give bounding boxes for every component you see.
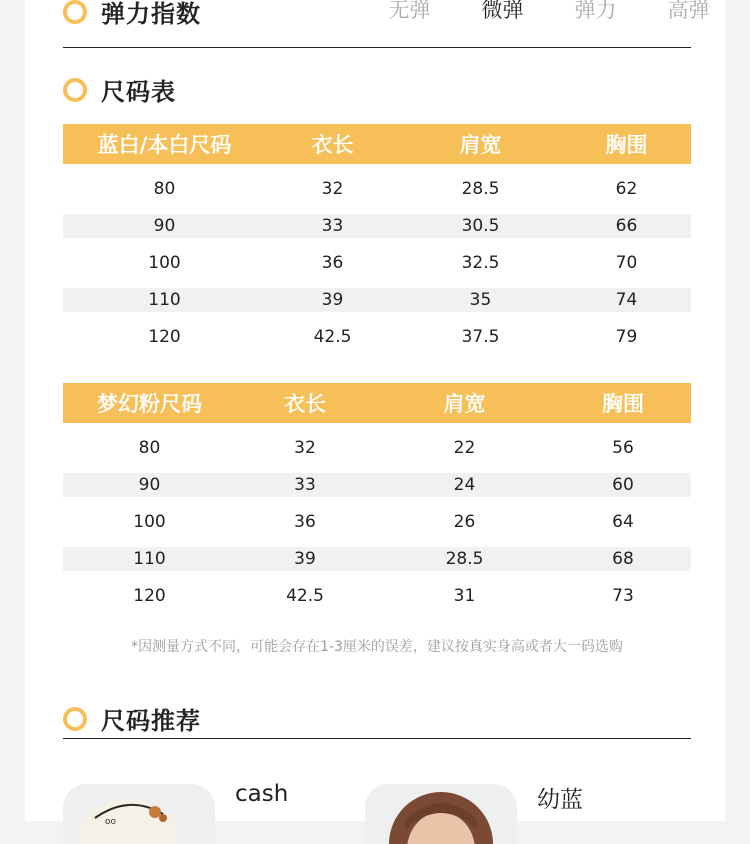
cell-shoulder: 26 — [453, 512, 476, 532]
cell-chest: 60 — [555, 473, 691, 497]
cell-chest: 70 — [615, 253, 638, 273]
cell-length: 39 — [236, 547, 374, 571]
table-header-row — [63, 124, 691, 164]
table-row — [63, 177, 691, 201]
cell-shoulder: 30.5 — [399, 214, 562, 238]
model-name: 幼蓝 — [537, 787, 583, 813]
cell-size: 100 — [148, 253, 181, 273]
cell-length: 36 — [294, 512, 316, 532]
elastic-option-slight: 微弹 — [481, 0, 524, 22]
cell-chest: 73 — [612, 586, 634, 606]
model-portrait-illustration — [365, 784, 517, 844]
header-chest: 胸围 — [562, 124, 691, 164]
size-chart-title: 尺码表 — [101, 78, 176, 106]
cell-shoulder: 37.5 — [461, 327, 500, 347]
cell-size: 110 — [63, 288, 266, 312]
table-row — [63, 251, 691, 275]
cell-length: 32 — [321, 179, 344, 199]
size-chart-header — [63, 72, 176, 107]
header-length: 衣长 — [236, 383, 374, 423]
cell-shoulder: 31 — [453, 586, 476, 606]
table-row — [63, 436, 691, 460]
cell-size: 120 — [133, 586, 166, 606]
cell-size: 100 — [133, 512, 166, 532]
cell-size: 120 — [148, 327, 181, 347]
cell-length: 36 — [321, 253, 344, 273]
cell-length: 39 — [266, 288, 399, 312]
measurement-note: *因测量方式不同，可能会存在1-3厘米的误差，建议按真实身高或者大一码选购 — [131, 639, 623, 655]
cell-length: 33 — [236, 473, 374, 497]
header-chest: 胸围 — [555, 383, 691, 423]
size-table-blue-white — [63, 124, 691, 349]
cell-shoulder: 24 — [374, 473, 555, 497]
circle-bullet-icon — [63, 78, 87, 102]
size-table-pink — [63, 383, 691, 608]
cell-size: 90 — [63, 473, 236, 497]
model-card[interactable] — [63, 781, 289, 844]
cell-length: 42.5 — [313, 327, 352, 347]
header-size: 蓝白/本白尺码 — [63, 124, 266, 164]
cell-shoulder: 32.5 — [461, 253, 500, 273]
table-row — [63, 325, 691, 349]
cell-shoulder: 28.5 — [374, 547, 555, 571]
header-size: 梦幻粉尺码 — [63, 383, 236, 423]
table-row — [63, 584, 691, 608]
svg-text:oo: oo — [105, 817, 117, 827]
cell-length: 33 — [266, 214, 399, 238]
section-divider — [63, 738, 691, 739]
cell-chest: 64 — [612, 512, 634, 532]
elastic-title: 弹力指数 — [101, 0, 201, 28]
cell-shoulder: 28.5 — [461, 179, 500, 199]
table-header-row — [63, 383, 691, 423]
header-shoulder: 肩宽 — [374, 383, 555, 423]
product-detail-page — [25, 0, 725, 827]
header-shoulder: 肩宽 — [399, 124, 562, 164]
elastic-option-none: 无弹 — [388, 0, 431, 22]
model-photo — [365, 784, 517, 844]
cell-chest: 66 — [562, 214, 691, 238]
cell-chest: 79 — [615, 327, 638, 347]
section-divider — [63, 47, 691, 48]
table-row — [63, 510, 691, 534]
recommend-header — [63, 701, 201, 736]
cell-shoulder: 35 — [399, 288, 562, 312]
table-row — [63, 547, 691, 571]
elastic-options — [363, 0, 735, 24]
elastic-option-stretch: 弹力 — [574, 0, 617, 22]
cell-length: 32 — [294, 438, 316, 458]
recommend-title: 尺码推荐 — [101, 707, 201, 735]
header-length: 衣长 — [266, 124, 399, 164]
table-row — [63, 214, 691, 238]
cell-size: 80 — [138, 438, 161, 458]
circle-bullet-icon — [63, 0, 87, 24]
cell-chest: 62 — [615, 179, 638, 199]
cell-chest: 68 — [555, 547, 691, 571]
cell-length: 42.5 — [286, 586, 324, 606]
cell-size: 90 — [63, 214, 266, 238]
elastic-section-header — [63, 0, 201, 29]
model-card[interactable] — [365, 784, 583, 844]
cell-chest: 74 — [562, 288, 691, 312]
table-row — [63, 288, 691, 312]
cell-shoulder: 22 — [453, 438, 476, 458]
elastic-option-high: 高弹 — [667, 0, 710, 22]
cell-size: 80 — [153, 179, 176, 199]
circle-bullet-icon — [63, 707, 87, 731]
cell-chest: 56 — [612, 438, 634, 458]
table-row — [63, 473, 691, 497]
model-photo — [63, 784, 215, 844]
model-cap-illustration — [63, 784, 215, 844]
model-name: cash — [235, 781, 289, 807]
cell-size: 110 — [63, 547, 236, 571]
